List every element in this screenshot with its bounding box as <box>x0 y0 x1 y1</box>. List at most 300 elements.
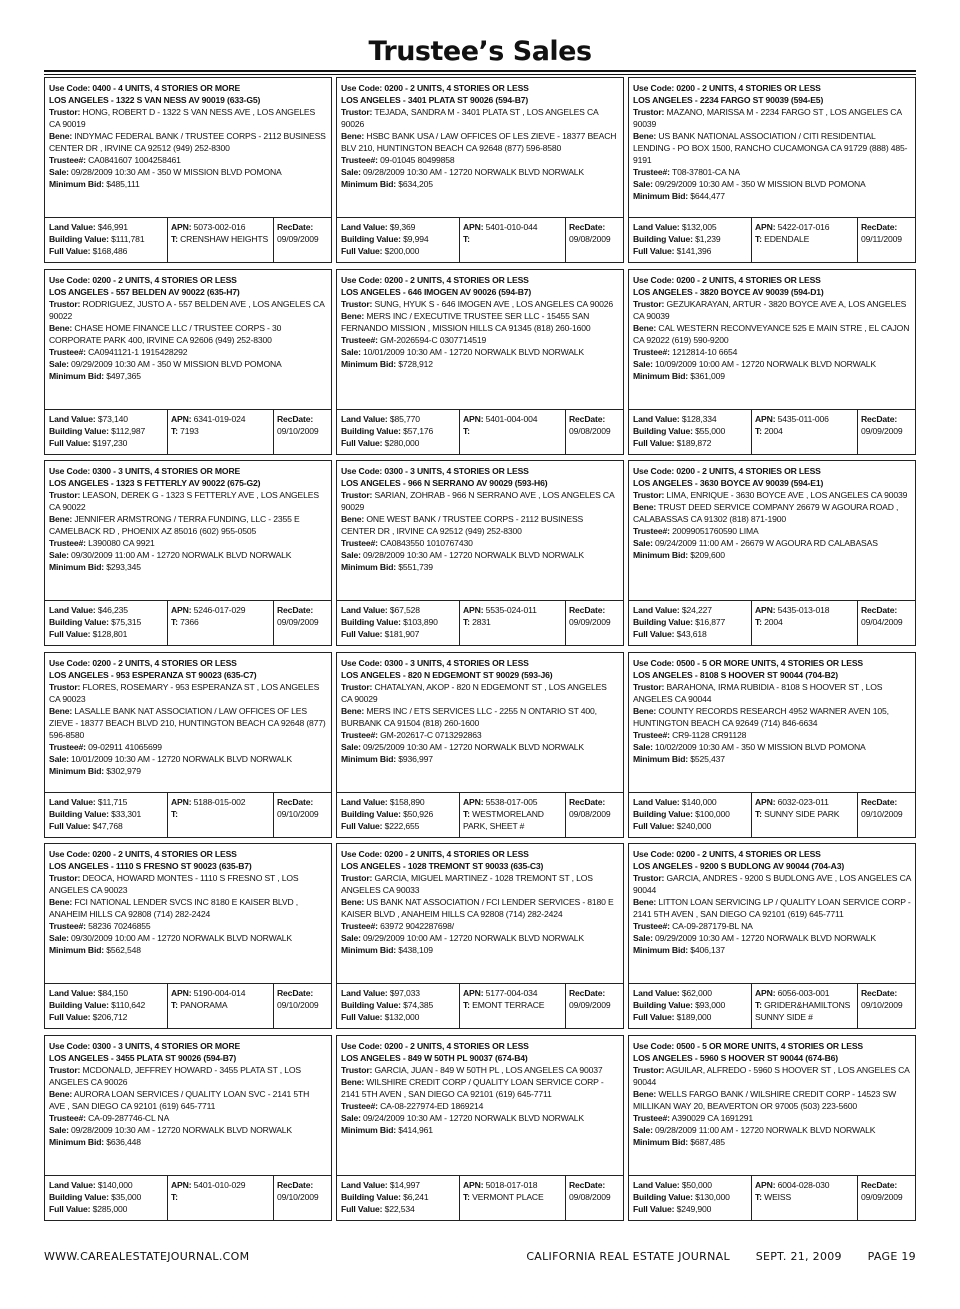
listing-info <box>45 78 331 212</box>
tract <box>755 808 857 820</box>
trustee-number <box>633 920 911 932</box>
building-value <box>341 616 459 628</box>
full-value-value: $168,486 <box>92 246 128 256</box>
building-value-label: Building Value: <box>341 1000 401 1011</box>
recdate-value: 09/09/2009 <box>861 1191 903 1202</box>
trustee-number-value: CA-09-287746-CL NA <box>88 1112 170 1123</box>
apn <box>755 221 857 233</box>
trustor <box>49 106 327 130</box>
full-value-label: Full Value: <box>341 820 383 831</box>
beneficiary-label: Bene: <box>341 705 365 716</box>
trustee-number-label: Trustee#: <box>49 346 86 357</box>
apn <box>171 221 273 233</box>
apn-value: 5535-024-011 <box>485 605 537 616</box>
sale-info-value: 10/01/2009 10:30 AM - 12720 NORWALK BLVD NORWALK <box>71 753 293 764</box>
building-value <box>633 233 751 245</box>
full-value-label: Full Value: <box>49 1203 91 1214</box>
recdate-label: RecDate: <box>861 605 898 616</box>
building-value-label: Building Value: <box>49 234 109 244</box>
listing-info <box>45 270 331 404</box>
values-cell <box>337 793 460 837</box>
recdate-label: RecDate: <box>569 605 606 616</box>
land-value-label: Land Value: <box>49 605 96 616</box>
values-cell <box>337 984 460 1028</box>
property-address: LOS ANGELES - 1110 S FRESNO ST 90023 (635-B7) <box>49 861 252 872</box>
tract <box>463 616 565 628</box>
tract-value: CRENSHAW HEIGHTS <box>180 234 269 244</box>
land-value-value: $46,235 <box>97 605 128 616</box>
building-value <box>341 808 459 820</box>
beneficiary-value: INDYMAC FEDERAL BANK / TRUSTEE CORPS - 2112 BUSINESS CENTER DR , IRVINE CA 92512 (949) 252-8300 <box>49 131 326 153</box>
apn-value: 5190-004-014 <box>193 988 246 999</box>
trustee-number <box>49 741 327 753</box>
footer-info <box>504 1250 916 1263</box>
beneficiary-label: Bene: <box>341 131 365 141</box>
apn-cell <box>168 793 274 837</box>
beneficiary <box>49 322 327 346</box>
trustee-number-label: Trustee#: <box>633 346 670 357</box>
full-value <box>633 245 751 257</box>
building-value <box>341 1191 459 1203</box>
minimum-bid <box>341 753 619 765</box>
trustor-label: Trustor: <box>49 681 81 692</box>
minimum-bid-label: Minimum Bid: <box>341 562 397 573</box>
page-title: Trustee’s Sales <box>368 36 592 67</box>
beneficiary-value: US BANK NATIONAL ASSOCIATION / CITI RESIDENTIAL LENDING - PO BOX 1500, RANCHO CUCAMONGA CA 91729 (888) 485-9191 <box>633 131 908 165</box>
listing-info <box>45 1036 331 1170</box>
full-value-value: $132,000 <box>384 1012 420 1023</box>
apn <box>171 1179 273 1191</box>
tract-label: T: <box>463 425 470 436</box>
listing-row <box>44 460 916 646</box>
values-cell <box>629 793 752 837</box>
trustor <box>49 489 327 513</box>
trustor-label: Trustor: <box>49 298 81 309</box>
recdate-label: RecDate: <box>861 988 898 999</box>
apn-cell <box>168 410 274 454</box>
sale-info-value: 09/30/2009 11:00 AM - 12720 NORWALK BLVD NORWALK <box>71 550 292 561</box>
trustor-value: AGUILAR, ALFREDO - 5960 S HOOVER ST , LOS ANGELES CA 90044 <box>633 1064 910 1087</box>
apn-cell <box>460 984 566 1028</box>
property-address: LOS ANGELES - 3630 BOYCE AV 90039 (594-E1) <box>633 478 824 489</box>
minimum-bid-label: Minimum Bid: <box>633 1136 689 1147</box>
land-value <box>341 604 459 616</box>
land-value <box>341 413 459 425</box>
apn-label: APN: <box>171 796 192 807</box>
listing-values <box>337 217 623 262</box>
trustor-value: TEJADA, SANDRA M - 3401 PLATA ST , LOS ANGELES CA 90026 <box>341 107 599 129</box>
tract <box>463 233 565 245</box>
tract <box>463 999 565 1011</box>
apn-cell <box>168 218 274 262</box>
recdate-cell <box>858 984 915 1028</box>
minimum-bid-value: $414,961 <box>398 1124 433 1135</box>
listing-card <box>336 1035 624 1221</box>
listing-row <box>44 652 916 838</box>
apn-label: APN: <box>755 988 776 999</box>
trustor <box>633 106 911 130</box>
land-value-value: $140,000 <box>681 796 717 807</box>
listing-values <box>45 600 331 645</box>
title-rule <box>44 70 916 72</box>
sale-info <box>341 741 619 753</box>
apn-cell <box>460 218 566 262</box>
land-value-value: $84,150 <box>97 988 128 999</box>
listing-row <box>44 77 916 263</box>
building-value <box>633 616 751 628</box>
recdate-value: 09/04/2009 <box>861 617 903 628</box>
listing-info <box>629 461 915 595</box>
tract-label: T: <box>171 617 178 628</box>
property-address: LOS ANGELES - 9200 S BUDLONG AV 90044 (704-A3) <box>633 861 845 872</box>
values-cell <box>629 984 752 1028</box>
apn-value: 5073-002-016 <box>193 222 246 232</box>
trustee-number-value: GM-202617-C 0713292863 <box>380 729 482 740</box>
full-value-value: $47,768 <box>92 820 123 831</box>
beneficiary-value: COUNTY RECORDS RESEARCH 4952 WARNER AVEN 105, HUNTINGTON BEACH CA 92649 (714) 846-6634 <box>633 705 889 728</box>
trustor-label: Trustor: <box>49 873 81 884</box>
trustor-value: MCDONALD, JEFFREY HOWARD - 3455 PLATA ST , LOS ANGELES CA 90026 <box>49 1064 302 1087</box>
trustee-number-label: Trustee#: <box>49 538 86 549</box>
land-value-value: $50,000 <box>681 1179 712 1190</box>
trustee-number-label: Trustee#: <box>49 155 86 165</box>
apn <box>463 796 565 808</box>
trustor-label: Trustor: <box>49 1064 81 1075</box>
sale-info <box>341 166 619 178</box>
land-value <box>49 604 167 616</box>
land-value-value: $9,369 <box>389 222 416 232</box>
recdate-label: RecDate: <box>861 1179 898 1190</box>
beneficiary <box>49 896 327 920</box>
listing-values <box>337 409 623 454</box>
listing-values <box>629 1175 915 1220</box>
building-value-label: Building Value: <box>341 617 401 628</box>
property-address: LOS ANGELES - 3820 BOYCE AV 90039 (594-D1) <box>633 286 824 297</box>
building-value-value: $1,239 <box>695 234 721 244</box>
full-value <box>633 1011 751 1023</box>
sale-info-label: Sale: <box>633 1124 653 1135</box>
tract <box>171 616 273 628</box>
trustor-label: Trustor: <box>49 107 81 117</box>
tract <box>171 999 273 1011</box>
apn-label: APN: <box>171 605 192 616</box>
apn <box>463 604 565 616</box>
property-address: LOS ANGELES - 8108 S HOOVER ST 90044 (704-B2) <box>633 669 838 680</box>
minimum-bid <box>633 190 911 202</box>
full-value-value: $189,000 <box>676 1012 712 1023</box>
trustee-number <box>49 920 327 932</box>
property-address: LOS ANGELES - 1322 S VAN NESS AV 90019 (633-G5) <box>49 95 261 105</box>
trustee-number-value: GM-2026594-C 0307714519 <box>380 334 487 345</box>
property-address: LOS ANGELES - 966 N SERRANO AV 90029 (593-H6) <box>341 478 548 489</box>
listing-info <box>629 1036 915 1170</box>
sale-info-label: Sale: <box>633 933 653 944</box>
full-value-label: Full Value: <box>341 437 383 448</box>
full-value <box>341 1203 459 1215</box>
use-code: Use Code: 0200 - 2 UNITS, 4 STORIES OR LESS <box>341 849 529 860</box>
land-value-label: Land Value: <box>341 988 388 999</box>
use-code: Use Code: 0300 - 3 UNITS, 4 STORIES OR LESS <box>341 657 529 668</box>
property-address: LOS ANGELES - 849 W 50TH PL 90037 (674-B4) <box>341 1052 528 1063</box>
sale-info-value: 09/30/2009 10:00 AM - 12720 NORWALK BLVD NORWALK <box>71 933 293 944</box>
sale-info-value: 09/24/2009 10:30 AM - 12720 NORWALK BLVD NORWALK <box>363 1112 585 1123</box>
apn-cell <box>752 410 858 454</box>
trustor <box>341 1064 619 1076</box>
minimum-bid <box>341 1124 619 1136</box>
recdate-value: 09/08/2009 <box>569 808 611 819</box>
listing-values <box>337 600 623 645</box>
apn <box>463 413 565 425</box>
listing-info <box>337 653 623 787</box>
use-code: Use Code: 0200 - 2 UNITS, 4 STORIES OR LESS <box>341 274 529 285</box>
tract-label: T: <box>755 1000 762 1011</box>
use-code: Use Code: 0200 - 2 UNITS, 4 STORIES OR LESS <box>49 657 237 668</box>
recdate-value: 09/10/2009 <box>277 425 319 436</box>
sale-info-label: Sale: <box>633 741 653 752</box>
trustee-number-label: Trustee#: <box>341 538 378 549</box>
minimum-bid-value: $728,912 <box>398 358 433 369</box>
recdate-label: RecDate: <box>277 605 314 616</box>
tract-label: T: <box>171 234 178 244</box>
trustee-number-value: 63972 9042287698/ <box>380 921 455 932</box>
listing-card <box>44 460 332 646</box>
land-value <box>633 221 751 233</box>
apn-value: 5538-017-005 <box>485 796 538 807</box>
tract <box>463 425 565 437</box>
apn-value: 5401-010-044 <box>485 222 538 232</box>
building-value-label: Building Value: <box>49 1191 109 1202</box>
apn-cell <box>460 410 566 454</box>
trustee-number-label: Trustee#: <box>341 334 378 345</box>
beneficiary <box>341 513 619 537</box>
property-address: LOS ANGELES - 3455 PLATA ST 90026 (594-B7) <box>49 1052 237 1063</box>
apn-cell <box>460 601 566 645</box>
land-value-value: $132,005 <box>681 222 717 232</box>
building-value-value: $130,000 <box>695 1191 730 1202</box>
trustee-number-value: 1212814-10 6654 <box>672 346 738 357</box>
building-value-label: Building Value: <box>633 234 693 244</box>
listing-values <box>337 983 623 1028</box>
listing-card <box>44 269 332 455</box>
full-value-label: Full Value: <box>49 246 91 256</box>
sale-info-label: Sale: <box>49 1124 69 1135</box>
trustee-number-label: Trustee#: <box>633 526 670 537</box>
land-value-value: $46,991 <box>97 222 128 232</box>
trustee-number-value: 09-02911 41065699 <box>88 741 162 752</box>
listing-values <box>45 1175 331 1220</box>
land-value-value: $67,528 <box>389 605 420 616</box>
recdate-cell <box>566 410 623 454</box>
tract <box>755 425 857 437</box>
land-value-value: $24,227 <box>681 605 712 616</box>
sale-info-value: 09/28/2009 10:30 AM - 350 W MISSION BLVD POMONA <box>71 167 282 177</box>
full-value-value: $240,000 <box>676 820 712 831</box>
sale-info <box>49 549 327 561</box>
full-value <box>49 1011 167 1023</box>
land-value-label: Land Value: <box>341 222 388 232</box>
apn <box>755 1179 857 1191</box>
listing-info <box>629 653 915 787</box>
building-value-value: $55,000 <box>695 425 726 436</box>
apn-cell <box>168 1176 274 1220</box>
apn <box>755 796 857 808</box>
minimum-bid-value: $293,345 <box>106 562 141 573</box>
beneficiary-label: Bene: <box>341 514 365 525</box>
tract-label: T: <box>171 1191 178 1202</box>
beneficiary <box>49 513 327 537</box>
trustee-number-value: CA-09-287179-BL NA <box>672 921 753 932</box>
beneficiary-label: Bene: <box>633 131 657 141</box>
listing-info <box>337 844 623 978</box>
recdate-cell <box>274 601 331 645</box>
tract-label: T: <box>463 1191 470 1202</box>
full-value-value: $200,000 <box>384 246 420 256</box>
full-value <box>341 437 459 449</box>
trustor <box>341 872 619 896</box>
property-address: LOS ANGELES - 3401 PLATA ST 90026 (594-B7) <box>341 95 529 105</box>
apn <box>171 604 273 616</box>
listing-row <box>44 843 916 1029</box>
beneficiary-label: Bene: <box>633 322 657 333</box>
building-value-value: $100,000 <box>695 808 730 819</box>
recdate-cell <box>566 793 623 837</box>
minimum-bid-value: $551,739 <box>398 562 433 573</box>
minimum-bid <box>49 561 327 573</box>
beneficiary <box>49 705 327 741</box>
values-cell <box>337 410 460 454</box>
values-cell <box>337 218 460 262</box>
beneficiary-value: AURORA LOAN SERVICES / QUALITY LOAN SVC - 2141 5TH AVE , SAN DIEGO CA 92101 (619) 645-7711 <box>49 1088 310 1111</box>
minimum-bid <box>633 1136 911 1148</box>
footer-page-number: PAGE 19 <box>867 1250 916 1263</box>
land-value-value: $97,033 <box>389 988 420 999</box>
land-value-label: Land Value: <box>49 413 96 424</box>
recdate-cell <box>274 984 331 1028</box>
land-value-label: Land Value: <box>49 796 96 807</box>
tract <box>171 233 273 245</box>
listings-grid <box>44 77 916 1227</box>
listing-row <box>44 1035 916 1221</box>
trustor-value: BARAHONA, IRMA RUBIDIA - 8108 S HOOVER ST , LOS ANGELES CA 90044 <box>633 681 883 704</box>
land-value-label: Land Value: <box>49 988 96 999</box>
recdate-value: 09/09/2009 <box>569 617 611 628</box>
listing-card <box>336 77 624 263</box>
minimum-bid-value: $406,137 <box>690 945 725 956</box>
tract-label: T: <box>463 1000 470 1011</box>
land-value-value: $85,770 <box>389 413 420 424</box>
listing-info <box>45 461 331 595</box>
full-value-label: Full Value: <box>341 246 383 256</box>
use-code: Use Code: 0400 - 4 UNITS, 4 STORIES OR MORE <box>49 83 241 93</box>
trustor-value: LEASON, DEREK G - 1323 S FETTERLY AVE , LOS ANGELES CA 90022 <box>49 490 319 513</box>
trustor <box>49 1064 327 1088</box>
values-cell <box>629 410 752 454</box>
beneficiary-label: Bene: <box>49 322 73 333</box>
sale-info-label: Sale: <box>633 179 653 189</box>
sale-info <box>633 932 911 944</box>
minimum-bid-label: Minimum Bid: <box>633 753 689 764</box>
listing-values <box>629 983 915 1028</box>
full-value <box>49 437 167 449</box>
recdate-value: 09/10/2009 <box>861 1000 903 1011</box>
sale-info-value: 09/28/2009 11:00 AM - 12720 NORWALK BLVD NORWALK <box>655 1124 876 1135</box>
values-cell <box>45 793 168 837</box>
full-value-label: Full Value: <box>633 820 675 831</box>
trustee-number <box>341 537 619 549</box>
trustee-number-value: CA-08-227974-ED 1869214 <box>380 1100 484 1111</box>
use-code: Use Code: 0200 - 2 UNITS, 4 STORIES OR LESS <box>49 849 237 860</box>
sale-info-value: 09/28/2009 10:30 AM - 12720 NORWALK BLVD NORWALK <box>71 1124 293 1135</box>
sale-info-label: Sale: <box>341 167 361 177</box>
full-value-value: $197,230 <box>92 437 128 448</box>
listing-values <box>45 792 331 837</box>
trustor-label: Trustor: <box>633 490 665 501</box>
apn-value: 5435-011-006 <box>777 413 829 424</box>
trustor <box>341 298 619 310</box>
trustor-label: Trustor: <box>633 107 665 117</box>
minimum-bid <box>633 549 911 561</box>
minimum-bid-value: $936,997 <box>398 753 433 764</box>
beneficiary <box>341 896 619 920</box>
sale-info-label: Sale: <box>49 753 69 764</box>
listing-card <box>336 843 624 1029</box>
building-value-value: $33,301 <box>111 808 142 819</box>
minimum-bid-value: $361,009 <box>690 370 725 381</box>
use-code: Use Code: 0300 - 3 UNITS, 4 STORIES OR LESS <box>341 466 529 477</box>
trustee-number <box>341 1100 619 1112</box>
apn-label: APN: <box>463 796 484 807</box>
recdate-label: RecDate: <box>569 222 606 232</box>
land-value-label: Land Value: <box>341 796 388 807</box>
building-value-label: Building Value: <box>633 1000 693 1011</box>
apn <box>171 987 273 999</box>
recdate-value: 09/10/2009 <box>861 808 903 819</box>
sale-info-label: Sale: <box>49 933 69 944</box>
land-value-value: $128,334 <box>681 413 717 424</box>
full-value-value: $285,000 <box>92 1203 128 1214</box>
building-value-label: Building Value: <box>341 234 401 244</box>
trustor-value: RODRIGUEZ, JUSTO A - 557 BELDEN AVE , LOS ANGELES CA 90022 <box>49 298 325 321</box>
trustee-number-value: CA0941121-1 1915428292 <box>88 346 188 357</box>
minimum-bid <box>633 370 911 382</box>
building-value-label: Building Value: <box>341 808 401 819</box>
building-value-value: $93,000 <box>695 1000 726 1011</box>
sale-info-label: Sale: <box>49 550 69 561</box>
listing-values <box>45 217 331 262</box>
apn-value: 6032-023-011 <box>777 796 829 807</box>
full-value-label: Full Value: <box>341 1012 383 1023</box>
sale-info <box>633 358 911 370</box>
beneficiary-value: TRUST DEED SERVICE COMPANY 26679 W AGOURA ROAD , CALABASSAS CA 91302 (818) 871-1900 <box>633 502 899 525</box>
trustor <box>633 1064 911 1088</box>
recdate-label: RecDate: <box>569 796 606 807</box>
trustee-number <box>341 920 619 932</box>
full-value <box>49 820 167 832</box>
sale-info-label: Sale: <box>341 346 361 357</box>
land-value-label: Land Value: <box>633 605 680 616</box>
property-address: LOS ANGELES - 5960 S HOOVER ST 90044 (674-B6) <box>633 1052 838 1063</box>
minimum-bid-label: Minimum Bid: <box>49 562 105 573</box>
apn-value: 5401-010-029 <box>193 1179 246 1190</box>
land-value-label: Land Value: <box>341 1179 388 1190</box>
sale-info-label: Sale: <box>633 358 653 369</box>
land-value-label: Land Value: <box>633 988 680 999</box>
title-rule-thin <box>44 74 916 75</box>
recdate-cell <box>274 218 331 262</box>
trustee-number-label: Trustee#: <box>633 921 670 932</box>
apn-value: 6341-019-024 <box>193 413 246 424</box>
listing-info <box>629 844 915 978</box>
